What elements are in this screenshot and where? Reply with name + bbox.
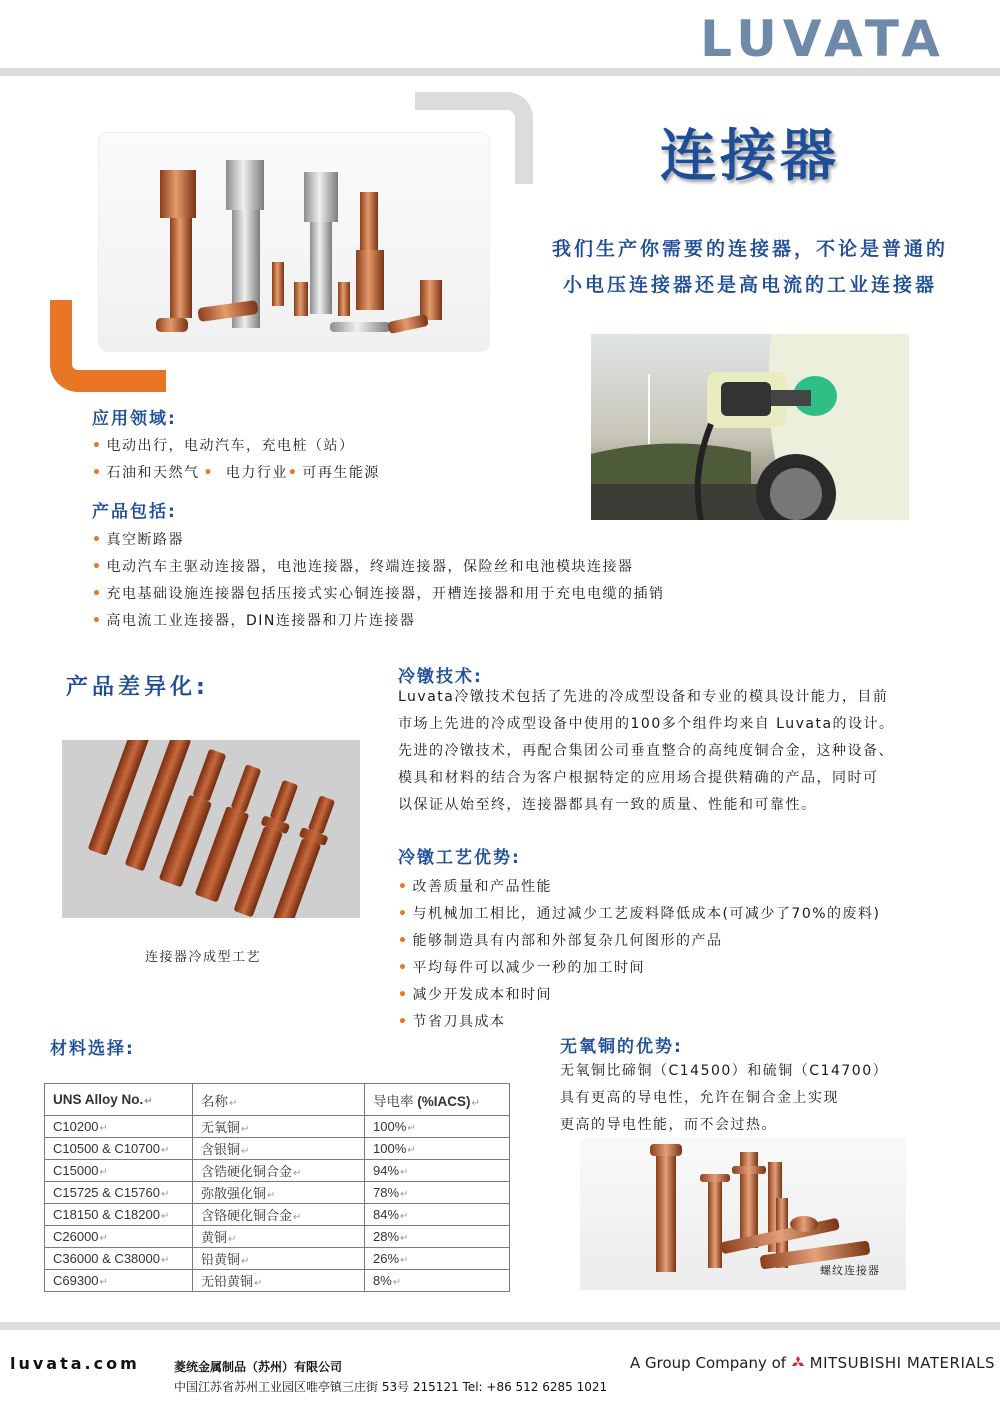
- column-header: 名称↵: [193, 1084, 365, 1116]
- bullet-icon: •: [398, 879, 409, 895]
- bolts-caption: 螺纹连接器: [820, 1264, 880, 1277]
- luvata-logo[interactable]: [668, 12, 978, 62]
- paragraph-line: 先进的冷镦技术，再配合集团公司垂直整合的高纯度铜合金，这种设备、: [398, 743, 894, 759]
- table-cell: 含铬硬化铜合金↵: [193, 1204, 365, 1226]
- list-item: • 石油和天然气 • 电力行业• 可再生能源: [92, 465, 380, 481]
- table-row: [45, 1138, 510, 1160]
- cold-heading-title: 冷镦技术:: [398, 667, 483, 687]
- footer-address: 中国江苏省苏州工业园区唯亭镇三庄街 53号 215121 Tel: +86 512 6285 1021: [174, 1380, 608, 1394]
- column-header: 导电率 (%IACS)↵: [365, 1084, 510, 1116]
- bullet-icon: •: [287, 465, 299, 481]
- products-heading: 产品包括:: [92, 502, 177, 522]
- bullet-icon: •: [398, 1014, 409, 1030]
- bullet-icon: •: [398, 987, 409, 1003]
- table-cell: 含锆硬化铜合金↵: [193, 1160, 365, 1182]
- table-cell: 100%↵: [365, 1116, 510, 1138]
- table-cell: C15000↵: [45, 1160, 193, 1182]
- table-row: [45, 1116, 510, 1138]
- table-cell: 94%↵: [365, 1160, 510, 1182]
- rods-caption: 连接器冷成型工艺: [144, 950, 261, 965]
- table-cell: 100%↵: [365, 1138, 510, 1160]
- paragraph-line: 更高的导电性能，而不会过热。: [560, 1117, 777, 1133]
- table-cell: 8%↵: [365, 1270, 510, 1292]
- table-row: [45, 1204, 510, 1226]
- bullet-icon: •: [92, 465, 103, 481]
- bullet-icon: •: [398, 906, 409, 922]
- bottom-divider: [0, 1322, 1000, 1330]
- list-item: • 高电流工业连接器，DIN连接器和刀片连接器: [92, 613, 416, 629]
- bullet-icon: •: [398, 960, 409, 976]
- table-row: [45, 1248, 510, 1270]
- bullet-icon: •: [203, 465, 214, 481]
- applications-heading: 应用领域:: [92, 409, 177, 429]
- footer-company-name: 菱统金属制品（苏州）有限公司: [174, 1360, 343, 1374]
- table-cell: 黄铜↵: [193, 1226, 365, 1248]
- list-item: • 与机械加工相比，通过减少工艺废料降低成本(可减少了70%的废料): [398, 906, 881, 922]
- materials-table: [44, 1083, 510, 1292]
- bullet-icon: •: [92, 438, 103, 454]
- table-header-row: [45, 1084, 510, 1116]
- bullet-icon: •: [398, 933, 409, 949]
- footer-group-company: A Group Company of MITSUBISHI MATERIALS: [630, 1354, 996, 1372]
- list-item: • 改善质量和产品性能: [398, 879, 552, 895]
- ev-charging-illustration: [591, 334, 909, 520]
- mitsubishi-diamonds-icon: [791, 1356, 805, 1369]
- paragraph-line: 市场上先进的冷成型设备中使用的100多个组件均来自 Luvata的设计。: [398, 716, 895, 732]
- cold-formed-rods-photo: [62, 740, 360, 918]
- list-item: • 节省刀具成本: [398, 1014, 506, 1030]
- applications-list: [92, 436, 380, 490]
- bullet-icon: •: [92, 532, 103, 548]
- materials-heading: 材料选择:: [50, 1039, 135, 1059]
- table-cell: C10500 & C10700↵: [45, 1138, 193, 1160]
- bullet-icon: •: [92, 586, 103, 602]
- table-row: [45, 1182, 510, 1204]
- ofc-body: [560, 1061, 888, 1142]
- cold-heading-body: [398, 687, 968, 822]
- table-cell: 无铅黄铜↵: [193, 1270, 365, 1292]
- rods-illustration: [62, 740, 360, 918]
- table-cell: C36000 & C38000↵: [45, 1248, 193, 1270]
- logo-text: LUVATA: [700, 12, 946, 62]
- list-item: • 电动出行，电动汽车，充电桩（站）: [92, 438, 355, 454]
- table-cell: C10200↵: [45, 1116, 193, 1138]
- bullet-icon: •: [92, 559, 103, 575]
- table-cell: 含银铜↵: [193, 1138, 365, 1160]
- table-cell: C26000↵: [45, 1226, 193, 1248]
- table-cell: 弥散强化铜↵: [193, 1182, 365, 1204]
- paragraph-line: 以保证从始至终，连接器都具有一致的质量、性能和可靠性。: [398, 797, 817, 813]
- paragraph-line: Luvata冷镦技术包括了先进的冷成型设备和专业的模具设计能力，目前: [398, 689, 889, 705]
- table-cell: C15725 & C15760↵: [45, 1182, 193, 1204]
- table-cell: C18150 & C18200↵: [45, 1204, 193, 1226]
- paragraph-line: 无氧铜比碲铜（C14500）和硫铜（C14700）: [560, 1063, 889, 1079]
- tagline-line-1: 我们生产你需要的连接器，不论是普通的: [551, 238, 948, 260]
- tagline-line-2: 小电压连接器还是高电流的工业连接器: [562, 274, 937, 296]
- table-row: [45, 1160, 510, 1182]
- table-cell: 铅黄铜↵: [193, 1248, 365, 1270]
- table-cell: C69300↵: [45, 1270, 193, 1292]
- table-cell: 26%↵: [365, 1248, 510, 1270]
- advantages-list: [398, 877, 881, 1039]
- column-header: UNS Alloy No.↵: [45, 1084, 193, 1116]
- page-title: 连接器: [660, 124, 840, 189]
- list-item: • 减少开发成本和时间: [398, 987, 552, 1003]
- table-cell: 78%↵: [365, 1182, 510, 1204]
- paragraph-line: 模具和材料的结合为客户根据特定的应用场合提供精确的产品，同时可: [398, 770, 879, 786]
- bullet-icon: •: [92, 613, 103, 629]
- footer-url-link[interactable]: luvata.com: [10, 1354, 140, 1373]
- table-row: [45, 1270, 510, 1292]
- list-item: • 平均每件可以减少一秒的加工时间: [398, 960, 645, 976]
- orange-corner-bracket: [50, 300, 166, 392]
- list-item: • 充电基础设施连接器包括压接式实心铜连接器，开槽连接器和用于充电电缆的插销: [92, 586, 665, 602]
- list-item: • 能够制造具有内部和外部复杂几何图形的产品: [398, 933, 723, 949]
- table-cell: 84%↵: [365, 1204, 510, 1226]
- paragraph-line: 具有更高的导电性，允许在铜合金上实现: [560, 1090, 839, 1106]
- advantages-heading: 冷镦工艺优势:: [398, 848, 521, 868]
- ev-charging-photo: [591, 334, 909, 520]
- table-cell: 28%↵: [365, 1226, 510, 1248]
- differentiation-heading: 产品差异化:: [66, 675, 209, 700]
- table-row: [45, 1226, 510, 1248]
- list-item: • 真空断路器: [92, 532, 184, 548]
- products-list: [92, 530, 664, 638]
- list-item: • 电动汽车主驱动连接器，电池连接器，终端连接器，保险丝和电池模块连接器: [92, 559, 634, 575]
- ofc-heading: 无氧铜的优势:: [560, 1037, 683, 1057]
- top-divider: [0, 68, 1000, 76]
- table-cell: 无氧铜↵: [193, 1116, 365, 1138]
